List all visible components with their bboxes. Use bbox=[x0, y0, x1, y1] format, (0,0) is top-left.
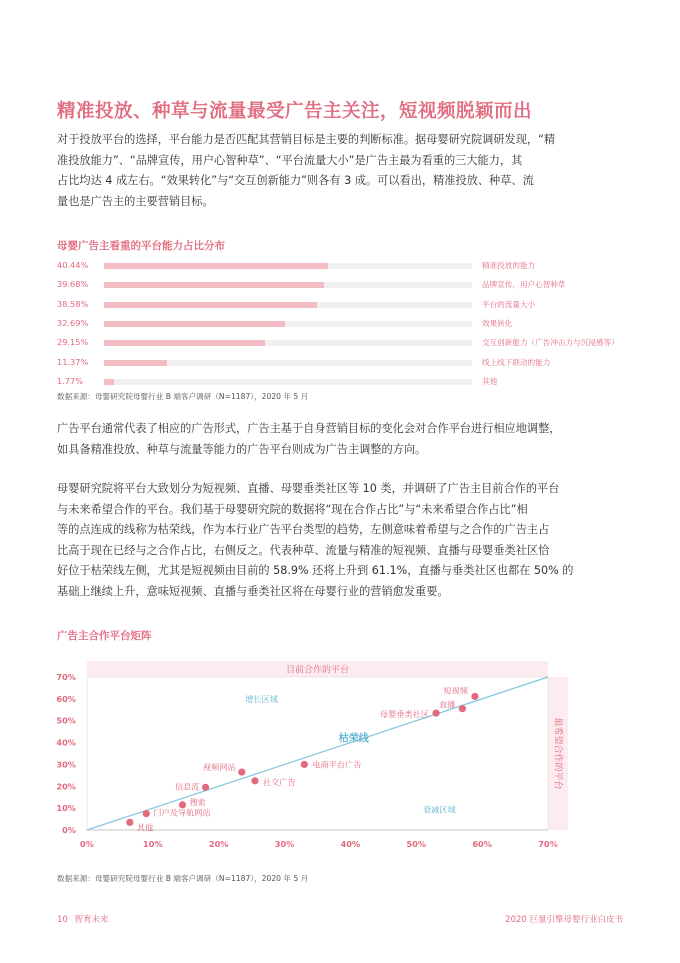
paragraph-line: 如具备精准投放、种草与流量等能力的广告平台则成为广告主调整的方向。 bbox=[57, 442, 427, 456]
paragraph-line: 好位于枯荣线左侧，尤其是短视频由目前的 58.9% 还将上升到 61.1%，直播与垂类社区也都在 50% 的 bbox=[57, 564, 574, 577]
bar-value-label: 29.15% bbox=[57, 337, 89, 348]
y-tick-label: 0% bbox=[62, 825, 76, 835]
bar bbox=[104, 302, 317, 308]
bar-track bbox=[104, 302, 472, 308]
scatter-point bbox=[301, 761, 308, 768]
scatter-point bbox=[251, 777, 258, 784]
scatter-point-label: 门户及导航网站 bbox=[153, 807, 211, 818]
x-axis-title: 目前合作的平台 bbox=[285, 665, 350, 676]
bar-track bbox=[104, 360, 472, 366]
paragraph-2 bbox=[57, 419, 623, 460]
intro-line: 占比均达 4 成左右。“效果转化”与“交互创新能力”则各有 3 成。可以看出，精准投放、种草、流 bbox=[57, 174, 534, 187]
bar bbox=[104, 282, 324, 288]
y-tick-label: 70% bbox=[56, 672, 76, 682]
footer-left bbox=[57, 913, 109, 925]
y-tick-label: 30% bbox=[56, 759, 76, 770]
bar-track bbox=[104, 379, 472, 385]
bar-category-label: 精准投放的能力 bbox=[482, 261, 536, 270]
page-number: 10 bbox=[57, 915, 68, 925]
scatter-point bbox=[126, 819, 133, 826]
scatter-point-label: 社交广告 bbox=[262, 776, 296, 787]
paragraph-line: 与未来希望合作的平台。我们基于母婴研究院的数据将“现在合作占比”与“未来希望合作占比”相 bbox=[57, 502, 528, 516]
bar bbox=[104, 340, 265, 346]
scatter-chart-title: 广告主合作平台矩阵 bbox=[57, 630, 152, 642]
paragraph-3 bbox=[57, 479, 623, 602]
bar-category-label: 线上线下联动的能力 bbox=[482, 357, 551, 367]
bar bbox=[104, 321, 285, 327]
bar-row bbox=[57, 299, 597, 313]
scatter-point bbox=[202, 784, 209, 791]
paragraph-line: 母婴研究院将平台大致划分为短视频、直播、母婴垂类社区等 10 类，并调研了广告主目前合作的平台 bbox=[57, 482, 560, 495]
y-tick-label: 60% bbox=[56, 693, 76, 704]
intro-line: 量也是广告主的主要营销目标。 bbox=[57, 194, 214, 208]
bar-value-label: 38.58% bbox=[57, 298, 89, 309]
paragraph-line: 比高于现在已经与之合作占比，右侧反之。代表种草、流量与精准的短视频、直播与母婴垂类社区恰 bbox=[57, 543, 550, 557]
bar-category-label: 平台的流量大小 bbox=[482, 299, 536, 309]
x-tick-label: 30% bbox=[274, 839, 295, 849]
paragraph-line: 等的点连成的线称为枯荣线，作为本行业广告平台类型的趋势，左侧意味着希望与之合作的广告主占 bbox=[57, 523, 550, 536]
scatter-point bbox=[238, 768, 245, 775]
x-tick-label: 40% bbox=[340, 839, 361, 849]
scatter-point-label: 直播 bbox=[438, 699, 456, 710]
scatter-point-label: 母婴垂类社区 bbox=[379, 709, 430, 720]
scatter-point-label: 电商平台广告 bbox=[312, 759, 362, 770]
x-tick-label: 0% bbox=[80, 839, 94, 849]
footer-publication: 2020 巨量引擎母婴行业白皮书 bbox=[505, 915, 623, 925]
scatter-point-label: 信息流 bbox=[174, 781, 200, 792]
x-tick-label: 70% bbox=[538, 839, 558, 849]
y-tick-label: 40% bbox=[56, 737, 76, 748]
footer-section: 智育未来 bbox=[74, 915, 109, 925]
bar-category-label: 品牌宣传，用户心智种草 bbox=[482, 280, 566, 290]
bar-category-label: 其他 bbox=[482, 376, 498, 386]
scatter-point bbox=[143, 810, 150, 817]
bar-value-label: 11.37% bbox=[57, 356, 89, 367]
x-tick-label: 20% bbox=[208, 839, 229, 849]
bar bbox=[104, 263, 328, 269]
bar-track bbox=[104, 282, 472, 288]
bar-value-label: 32.69% bbox=[57, 317, 89, 328]
scatter-chart bbox=[0, 650, 600, 855]
scatter-point bbox=[471, 693, 478, 700]
bar-category-label: 交互创新能力（广告冲击力与沉浸感等） bbox=[482, 338, 619, 348]
reference-line-label: 枯荣线 bbox=[338, 733, 369, 745]
paragraph-line: 基础上继续上升，意味短视频、直播与垂类社区将在母婴行业的营销愈发重要。 bbox=[57, 584, 449, 598]
intro-line: 对于投放平台的选择，平台能力是否匹配其营销目标是主要的判断标准。据母婴研究院调研发现，“精 bbox=[57, 133, 556, 146]
bar-track bbox=[104, 321, 472, 327]
scatter-chart-source: 数据来源：母婴研究院母婴行业 B 端客户调研（N=1187），2020 年 5 月 bbox=[57, 874, 309, 883]
bar-value-label: 40.44% bbox=[57, 260, 89, 270]
intro-line: 准投放能力”、“品牌宣传，用户心智种草”、“平台流量大小”是广告主最为看重的三大能力，其 bbox=[57, 153, 523, 167]
y-tick-label: 20% bbox=[56, 781, 76, 792]
bar-row bbox=[57, 337, 619, 351]
scatter-point-label: 搜索 bbox=[189, 796, 206, 807]
scatter-point bbox=[432, 709, 439, 716]
y-axis-title: 最希望合作的平台 bbox=[552, 717, 563, 790]
intro-paragraph bbox=[57, 130, 623, 212]
bar-row bbox=[57, 279, 597, 293]
x-tick-label: 60% bbox=[472, 839, 492, 849]
bar-row bbox=[57, 357, 597, 371]
bar-row bbox=[57, 318, 597, 332]
bar bbox=[104, 379, 114, 385]
bar-track bbox=[104, 263, 472, 269]
zone-label-decline: 衰减区域 bbox=[422, 804, 456, 815]
bar-value-label: 39.68% bbox=[57, 279, 89, 290]
y-tick-label: 10% bbox=[56, 803, 76, 814]
zone-label-growth: 增长区域 bbox=[245, 694, 278, 705]
bar-row bbox=[57, 376, 597, 390]
paragraph-line: 广告平台通常代表了相应的广告形式，广告主基于自身营销目标的变化会对合作平台进行相应地调整， bbox=[57, 422, 561, 435]
bar-chart-source: 数据来源：母婴研究院母婴行业 B 端客户调研（N=1187），2020 年 5 月 bbox=[57, 392, 309, 401]
x-tick-label: 50% bbox=[406, 839, 427, 849]
bar-chart-title: 母婴广告主看重的平台能力占比分布 bbox=[57, 240, 225, 252]
bar bbox=[104, 360, 167, 366]
bar-row bbox=[57, 260, 597, 274]
y-tick-label: 50% bbox=[56, 715, 76, 726]
x-tick-label: 10% bbox=[143, 839, 163, 849]
bar-value-label: 1.77% bbox=[57, 375, 84, 386]
bar-category-label: 效果转化 bbox=[482, 318, 513, 328]
page-heading: 精准投放、种草与流量最受广告主关注，短视频脱颖而出 bbox=[57, 101, 533, 122]
scatter-point-label: 视频网站 bbox=[202, 762, 236, 773]
scatter-point-label: 短视频 bbox=[443, 685, 468, 696]
scatter-point bbox=[459, 705, 466, 712]
scatter-point-label: 其他 bbox=[136, 822, 154, 833]
bar-track bbox=[104, 340, 472, 346]
